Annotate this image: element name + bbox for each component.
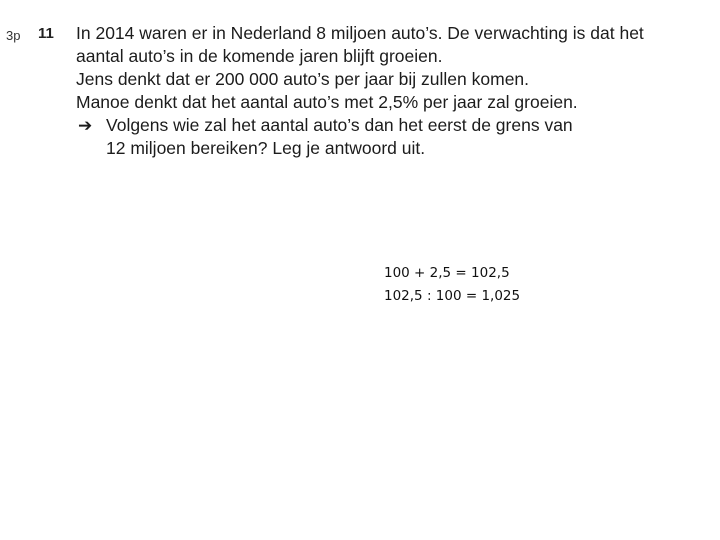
- answer-line-1: 100 + 2,5 = 102,5: [384, 265, 510, 281]
- question-line-2: aantal auto’s in de komende jaren blijft groeien.: [76, 46, 443, 66]
- question-text: [76, 22, 706, 160]
- exercise-points: 3p: [6, 28, 21, 43]
- task-block: [76, 114, 706, 160]
- task-line-2: 12 miljoen bereiken? Leg je antwoord uit.: [106, 138, 426, 158]
- question-line-3: Jens denkt dat er 200 000 auto’s per jaar bij zullen komen.: [76, 69, 530, 89]
- answer-work: [384, 262, 520, 308]
- answer-line-2: 102,5 : 100 = 1,025: [384, 288, 521, 304]
- arrow-right-icon: ➔: [78, 116, 93, 135]
- question-line-1: In 2014 waren er in Nederland 8 miljoen auto’s. De verwachting is dat het: [76, 23, 644, 43]
- task-line-1: Volgens wie zal het aantal auto’s dan het eerst de grens van: [106, 115, 573, 135]
- question-line-4: Manoe denkt dat het aantal auto’s met 2,5% per jaar zal groeien.: [76, 92, 578, 112]
- exercise-number: 11: [38, 25, 54, 42]
